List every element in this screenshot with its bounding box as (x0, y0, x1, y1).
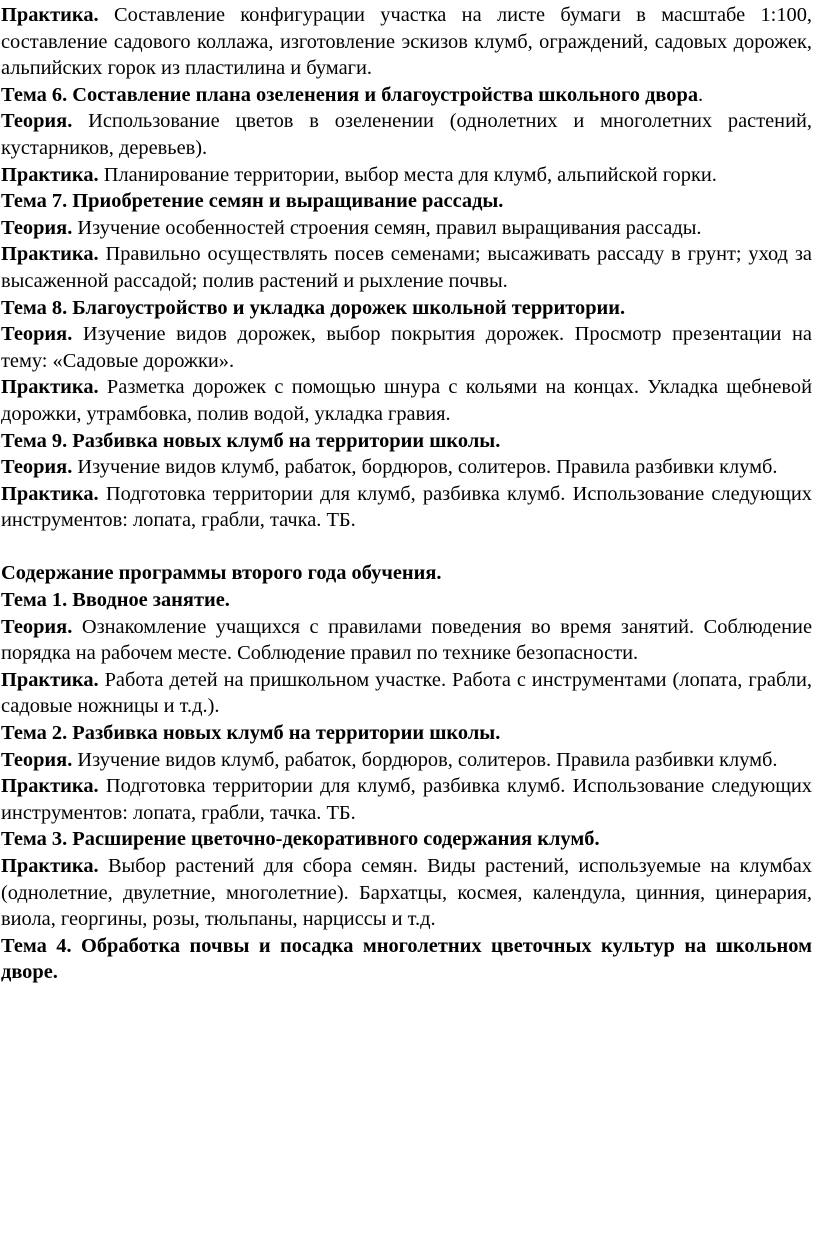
paragraph-text: Подготовка территории для клумб, разбивка клумб. Использование следующих инструментов: лопата, грабли, тачка. ТБ. (1, 482, 812, 532)
paragraph-label: Практика. (1, 482, 99, 505)
paragraph (1, 241, 812, 294)
paragraph-label: Теория. (1, 216, 73, 239)
paragraph-text: Изучение особенностей строения семян, правил выращивания рассады. (72, 216, 702, 239)
paragraph-text: Планирование территории, выбор места для клумб, альпийской горки. (98, 163, 717, 186)
paragraph-text: Ознакомление учащихся с правилами поведения во время занятий. Соблюдение порядка на рабочем месте. Соблюдение правил по технике безопасности. (1, 615, 812, 665)
heading-text: Содержание программы второго года обучения. (1, 562, 442, 585)
heading-text: Тема 8. Благоустройство и укладка дорожек школьной территории. (1, 296, 626, 319)
paragraph-label: Практика. (1, 376, 99, 399)
paragraph-label: Практика. (1, 4, 99, 26)
paragraph (1, 773, 812, 826)
paragraph-label: Теория. (1, 615, 73, 638)
paragraph-text: Составление конфигурации участка на листе бумаги в масштабе 1:100, составление садового коллажа, изготовление эскизов клумб, ограждений, садовых дорожек, альпийских горок из пластилина и бумаги. (1, 4, 812, 80)
paragraph-label: Теория. (1, 323, 73, 346)
topic-heading (1, 295, 812, 322)
section-gap (1, 534, 812, 561)
paragraph-label: Практика. (1, 163, 99, 186)
topic-heading (1, 82, 812, 109)
topic-heading (1, 720, 812, 747)
paragraph-text: Изучение видов клумб, рабаток, бордюров, солитеров. Правила разбивки клумб. (72, 456, 778, 479)
paragraph (1, 162, 812, 189)
paragraph-text: Работа детей на пришкольном участке. Работа с инструментами (лопата, грабли, садовые ножницы и т.д.). (1, 668, 812, 718)
paragraph-text: Правильно осуществлять посев семенами; высаживать рассаду в грунт; уход за высаженной рассадой; полив растений и рыхление почвы. (1, 243, 812, 292)
paragraph (1, 2, 812, 82)
topic-heading (1, 933, 812, 986)
paragraph-text: Изучение видов клумб, рабаток, бордюров, солитеров. Правила разбивки клумб. (72, 748, 778, 771)
paragraph (1, 215, 812, 242)
topic-heading (1, 428, 812, 455)
topic-heading (1, 826, 812, 853)
paragraph-label: Практика. (1, 668, 99, 691)
paragraph-text: Разметка дорожек с помощью шнура с кольями на концах. Укладка щебневой дорожки, утрамбовка, полив водой, укладка гравия. (1, 376, 812, 425)
paragraph-label: Теория. (1, 456, 73, 479)
paragraph (1, 667, 812, 720)
heading-text: Тема 7. Приобретение семян и выращивание рассады. (1, 190, 504, 213)
paragraph (1, 747, 812, 774)
paragraph-label: Практика. (1, 855, 99, 877)
topic-heading (1, 587, 812, 614)
heading-text: Тема 6. Составление плана озеленения и благоустройства школьного двора (1, 83, 699, 106)
paragraph-label: Теория. (1, 110, 73, 133)
paragraph (1, 374, 812, 427)
topic-heading (1, 560, 812, 587)
paragraph-label: Практика. (1, 243, 99, 266)
heading-text: Тема 3. Расширение цветочно-декоративного содержания клумб. (1, 828, 600, 851)
paragraph (1, 108, 812, 161)
paragraph (1, 853, 812, 933)
paragraph-text: Выбор растений для сбора семян. Виды растений, используемые на клумбах (однолетние, двулетние, многолетние). Бархатцы, космея, календула, цинния, цинерария, виола, георгины, розы, тюльпаны, нарциссы и т.д. (1, 855, 812, 931)
heading-text: Тема 4. Обработка почвы и посадка многолетних цветочных культур на школьном дворе. (1, 934, 812, 984)
paragraph (1, 321, 812, 374)
paragraph (1, 481, 812, 534)
paragraph-text: Изучение видов дорожек, выбор покрытия дорожек. Просмотр презентации на тему: «Садовые дорожки». (1, 323, 812, 372)
heading-text: Тема 9. Разбивка новых клумб на территории школы. (1, 429, 501, 452)
paragraph-text: Использование цветов в озеленении (однолетних и многолетних растений, кустарников, деревьев). (1, 110, 812, 159)
paragraph-label: Практика. (1, 775, 99, 798)
paragraph-label: Теория. (1, 748, 73, 771)
topic-heading (1, 188, 812, 215)
heading-trailing-punctuation: . (698, 83, 704, 106)
heading-text: Тема 2. Разбивка новых клумб на территории школы. (1, 722, 501, 745)
heading-text: Тема 1. Вводное занятие. (1, 589, 230, 612)
paragraph-text: Подготовка территории для клумб, разбивка клумб. Использование следующих инструментов: лопата, грабли, тачка. ТБ. (1, 775, 812, 824)
paragraph (1, 614, 812, 667)
paragraph (1, 454, 812, 481)
